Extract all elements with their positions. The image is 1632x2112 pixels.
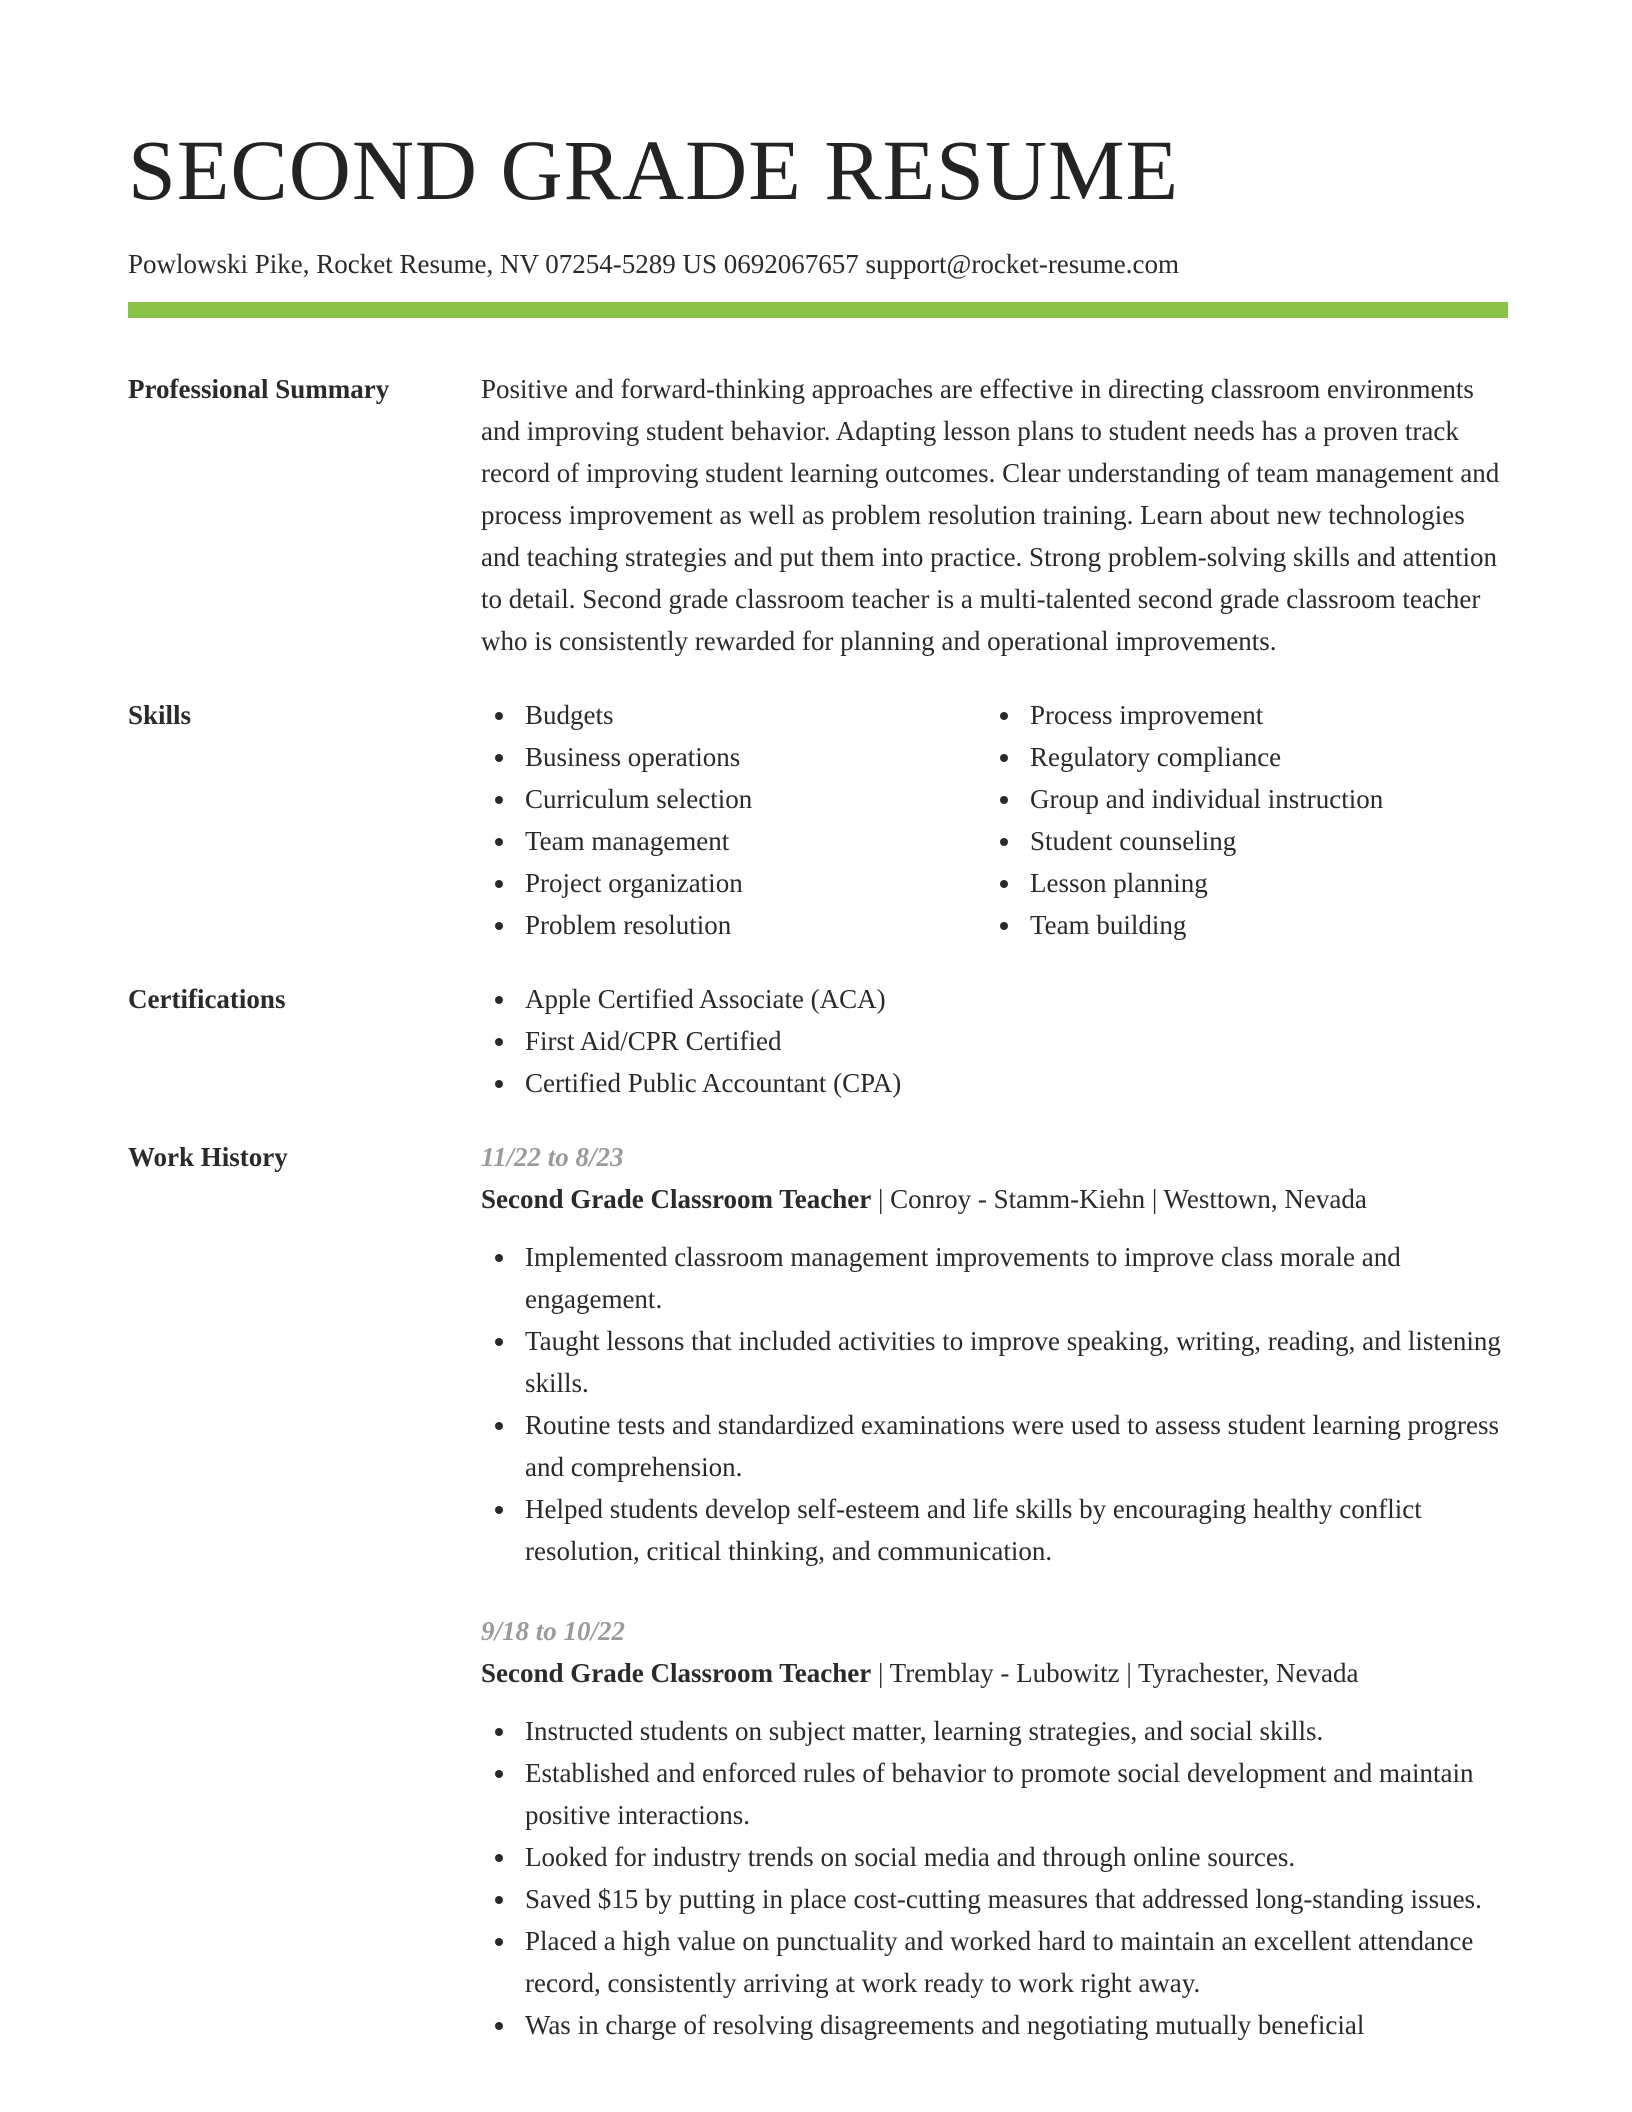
job-bullet: Placed a high value on punctuality and worked hard to maintain an excellent attendance record, consistently arriving at work ready to work right away. <box>481 1920 1508 2004</box>
certification-item: Certified Public Accountant (CPA) <box>481 1062 1508 1104</box>
job-entry <box>481 1136 1508 1572</box>
job-bullet: Routine tests and standardized examinations were used to assess student learning progress and comprehension. <box>481 1404 1508 1488</box>
job-bullet: Saved $15 by putting in place cost-cutting measures that addressed long-standing issues. <box>481 1878 1508 1920</box>
skills-grid <box>481 694 1508 946</box>
job-bullet: Looked for industry trends on social media and through online sources. <box>481 1836 1508 1878</box>
summary-text: Positive and forward-thinking approaches are effective in directing classroom environments and improving student behavior. Adapting lesson plans to student needs has a proven track record of improving student learning outcomes. Clear understanding of team management and process improvement as well as problem resolution training. Learn about new technologies and teaching strategies and put them into practice. Strong problem-solving skills and attention to detail. Second grade classroom teacher is a multi-talented second grade classroom teacher who is consistently rewarded for planning and operational improvements. <box>481 374 1500 656</box>
job-bullet: Implemented classroom management improvements to improve class morale and engagement. <box>481 1236 1508 1320</box>
section-title-summary: Professional Summary <box>128 374 390 404</box>
skill-item: Regulatory compliance <box>986 736 1491 778</box>
skill-item: Project organization <box>481 862 986 904</box>
certification-item: First Aid/CPR Certified <box>481 1020 1508 1062</box>
job-dates: 9/18 to 10/22 <box>481 1616 626 1646</box>
job-entry <box>481 1610 1508 2046</box>
job-bullets <box>481 1236 1508 1572</box>
certifications-section <box>128 978 1508 1104</box>
resume-page <box>128 120 1508 2046</box>
skill-item: Student counseling <box>986 820 1491 862</box>
job-bullet: Established and enforced rules of behavior to promote social development and maintain positive interactions. <box>481 1752 1508 1836</box>
skill-item: Business operations <box>481 736 986 778</box>
skill-item: Problem resolution <box>481 904 986 946</box>
job-details: | Tremblay - Lubowitz | Tyrachester, Nevada <box>871 1658 1359 1688</box>
skill-item: Group and individual instruction <box>986 778 1491 820</box>
job-bullets <box>481 1710 1508 2046</box>
work-history-body <box>481 1136 1508 2046</box>
certifications-body <box>481 978 1508 1104</box>
professional-summary-section <box>128 368 1508 662</box>
job-bullet: Instructed students on subject matter, learning strategies, and social skills. <box>481 1710 1508 1752</box>
job-dates: 11/22 to 8/23 <box>481 1142 624 1172</box>
skill-item: Curriculum selection <box>481 778 986 820</box>
job-bullet: Taught lessons that included activities to improve speaking, writing, reading, and listening skills. <box>481 1320 1508 1404</box>
job-bullet: Was in charge of resolving disagreements and negotiating mutually beneficial <box>481 2004 1508 2046</box>
accent-divider <box>128 302 1508 318</box>
skill-item: Budgets <box>481 694 986 736</box>
skills-list-right <box>986 694 1491 946</box>
certifications-list <box>481 978 1508 1104</box>
job-title: Second Grade Classroom Teacher <box>481 1184 872 1214</box>
job-bullet: Helped students develop self-esteem and life skills by encouraging healthy conflict resolution, critical thinking, and communication. <box>481 1488 1508 1572</box>
certification-item: Apple Certified Associate (ACA) <box>481 978 1508 1020</box>
skill-item: Team building <box>986 904 1491 946</box>
job-title: Second Grade Classroom Teacher <box>481 1658 872 1688</box>
skills-list-left <box>481 694 986 946</box>
skill-item: Lesson planning <box>986 862 1491 904</box>
work-history-section <box>128 1136 1508 2046</box>
section-title-work-history: Work History <box>128 1142 288 1172</box>
section-title-skills: Skills <box>128 700 192 730</box>
resume-title: SECOND GRADE RESUME <box>128 122 1180 218</box>
job-heading <box>481 1178 1508 1220</box>
section-title-certifications: Certifications <box>128 984 286 1014</box>
skill-item: Process improvement <box>986 694 1491 736</box>
job-details: | Conroy - Stamm-Kiehn | Westtown, Nevada <box>871 1184 1367 1214</box>
contact-line: Powlowski Pike, Rocket Resume, NV 07254-5289 US 0692067657 support@rocket-resume.com <box>128 249 1180 279</box>
job-heading <box>481 1652 1508 1694</box>
skill-item: Team management <box>481 820 986 862</box>
skills-section <box>128 694 1508 946</box>
